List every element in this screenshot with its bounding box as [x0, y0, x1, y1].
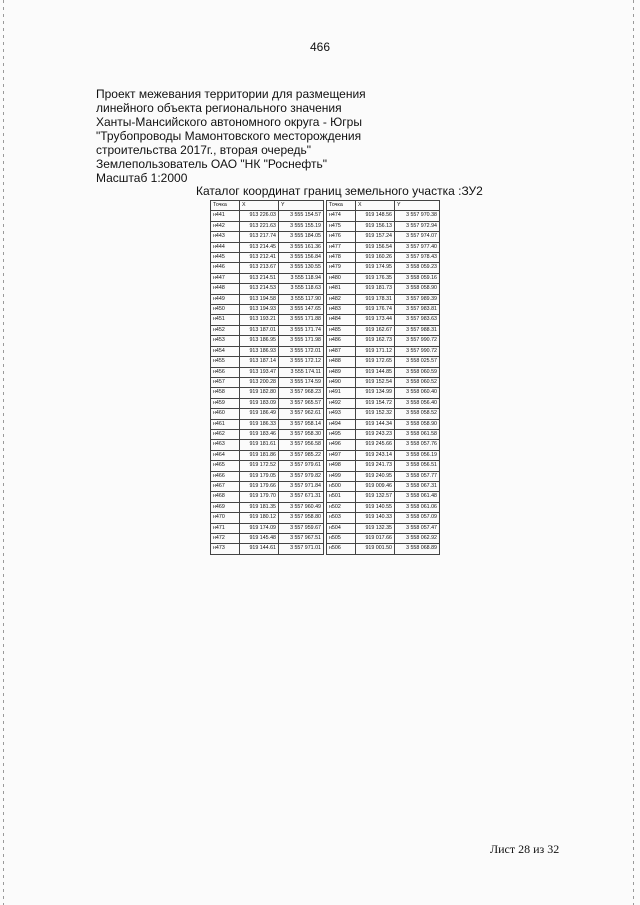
- x-cell: 919 174.09: [240, 523, 279, 533]
- point-cell: н459: [211, 398, 240, 408]
- column-header-x: X: [356, 201, 395, 211]
- y-cell: 3 557 971.84: [279, 481, 324, 491]
- table-row: [327, 284, 440, 294]
- x-cell: 913 186.95: [240, 336, 279, 346]
- table-row: [211, 346, 324, 356]
- table-row: [211, 544, 324, 554]
- x-cell: 919 243.23: [356, 429, 395, 439]
- table-row: [211, 357, 324, 367]
- x-cell: 919 162.73: [356, 336, 395, 346]
- x-cell: 913 193.47: [240, 367, 279, 377]
- x-cell: 913 213.67: [240, 263, 279, 273]
- y-cell: 3 557 978.43: [395, 253, 440, 263]
- table-row: [211, 315, 324, 325]
- table-row: [327, 211, 440, 221]
- table-row: [327, 492, 440, 502]
- table-row: [211, 377, 324, 387]
- x-cell: 919 132.35: [356, 523, 395, 533]
- y-cell: 3 557 979.82: [279, 471, 324, 481]
- x-cell: 919 182.80: [240, 388, 279, 398]
- table-row: [211, 513, 324, 523]
- table-row: [211, 263, 324, 273]
- x-cell: 919 179.66: [240, 481, 279, 491]
- table-row: [211, 534, 324, 544]
- x-cell: 919 245.66: [356, 440, 395, 450]
- point-cell: н441: [211, 211, 240, 221]
- point-cell: н457: [211, 377, 240, 387]
- table-row: [211, 502, 324, 512]
- x-cell: 919 181.73: [356, 284, 395, 294]
- x-cell: 919 241.73: [356, 461, 395, 471]
- table-row: [327, 409, 440, 419]
- y-cell: 3 558 057.77: [395, 471, 440, 481]
- y-cell: 3 558 056.40: [395, 398, 440, 408]
- catalog-title: Каталог координат границ земельного участка :ЗУ2: [196, 184, 483, 198]
- y-cell: 3 557 977.40: [395, 242, 440, 252]
- x-cell: 919 178.31: [356, 294, 395, 304]
- x-cell: 919 179.70: [240, 492, 279, 502]
- coordinates-table-left: [210, 200, 324, 555]
- y-cell: 3 555 174.59: [279, 377, 324, 387]
- x-cell: 913 214.51: [240, 273, 279, 283]
- x-cell: 919 181.61: [240, 440, 279, 450]
- y-cell: 3 555 174.11: [279, 367, 324, 377]
- x-cell: 919 017.66: [356, 534, 395, 544]
- y-cell: 3 557 990.72: [395, 336, 440, 346]
- x-cell: 919 144.61: [240, 544, 279, 554]
- table-row: [211, 388, 324, 398]
- header-line: Проект межевания территории для размещения: [96, 87, 366, 101]
- column-header-point: Точка: [211, 201, 240, 211]
- y-cell: 3 557 967.51: [279, 534, 324, 544]
- y-cell: 3 555 161.36: [279, 242, 324, 252]
- table-row: [211, 492, 324, 502]
- x-cell: 913 194.93: [240, 305, 279, 315]
- x-cell: 919 140.33: [356, 513, 395, 523]
- y-cell: 3 557 671.31: [279, 492, 324, 502]
- x-cell: 919 172.52: [240, 461, 279, 471]
- x-cell: 919 180.12: [240, 513, 279, 523]
- table-row: [327, 471, 440, 481]
- column-header-x: X: [240, 201, 279, 211]
- x-cell: 919 132.57: [356, 492, 395, 502]
- page-number: 466: [309, 40, 331, 54]
- y-cell: 3 555 171.74: [279, 325, 324, 335]
- table-row: [211, 221, 324, 231]
- y-cell: 3 558 056.19: [395, 450, 440, 460]
- table-row: [327, 377, 440, 387]
- point-cell: н470: [211, 513, 240, 523]
- column-header-point: Точка: [327, 201, 356, 211]
- table-row: [327, 513, 440, 523]
- table-row: [211, 409, 324, 419]
- point-cell: н458: [211, 388, 240, 398]
- point-cell: н495: [327, 429, 356, 439]
- point-cell: н477: [327, 242, 356, 252]
- x-cell: 919 181.86: [240, 450, 279, 460]
- point-cell: н448: [211, 284, 240, 294]
- x-cell: 919 145.48: [240, 534, 279, 544]
- table-row: [327, 273, 440, 283]
- column-header-y: Y: [279, 201, 324, 211]
- table-row: [327, 440, 440, 450]
- y-cell: 3 558 058.90: [395, 284, 440, 294]
- y-cell: 3 557 990.72: [395, 346, 440, 356]
- table-row: [211, 284, 324, 294]
- y-cell: 3 557 958.80: [279, 513, 324, 523]
- point-cell: н481: [327, 284, 356, 294]
- point-cell: н449: [211, 294, 240, 304]
- x-cell: 919 243.14: [356, 450, 395, 460]
- y-cell: 3 555 155.19: [279, 221, 324, 231]
- x-cell: 913 212.41: [240, 253, 279, 263]
- point-cell: н464: [211, 450, 240, 460]
- y-cell: 3 557 974.07: [395, 232, 440, 242]
- x-cell: 919 148.56: [356, 211, 395, 221]
- y-cell: 3 557 960.49: [279, 502, 324, 512]
- table-row: [211, 450, 324, 460]
- point-cell: н483: [327, 305, 356, 315]
- y-cell: 3 557 965.57: [279, 398, 324, 408]
- y-cell: 3 558 060.59: [395, 367, 440, 377]
- x-cell: 919 156.54: [356, 242, 395, 252]
- x-cell: 919 152.54: [356, 377, 395, 387]
- table-row: [327, 253, 440, 263]
- y-cell: 3 557 959.67: [279, 523, 324, 533]
- table-row: [327, 419, 440, 429]
- x-cell: 913 217.74: [240, 232, 279, 242]
- point-cell: н466: [211, 471, 240, 481]
- x-cell: 919 179.05: [240, 471, 279, 481]
- table-header-row: [211, 201, 324, 211]
- point-cell: н451: [211, 315, 240, 325]
- y-cell: 3 557 970.38: [395, 211, 440, 221]
- table-row: [327, 221, 440, 231]
- point-cell: н506: [327, 544, 356, 554]
- x-cell: 913 214.45: [240, 242, 279, 252]
- y-cell: 3 558 060.52: [395, 377, 440, 387]
- x-cell: 919 186.49: [240, 409, 279, 419]
- table-row: [327, 534, 440, 544]
- point-cell: н505: [327, 534, 356, 544]
- table-body-left: [211, 211, 324, 554]
- point-cell: н463: [211, 440, 240, 450]
- x-cell: 919 134.99: [356, 388, 395, 398]
- x-cell: 919 172.65: [356, 357, 395, 367]
- y-cell: 3 558 058.90: [395, 419, 440, 429]
- table-row: [327, 357, 440, 367]
- x-cell: 919 171.12: [356, 346, 395, 356]
- point-cell: н498: [327, 461, 356, 471]
- table-row: [211, 336, 324, 346]
- table-row: [211, 294, 324, 304]
- table-row: [211, 273, 324, 283]
- coordinates-table-right: [326, 200, 440, 555]
- y-cell: 3 558 057.09: [395, 513, 440, 523]
- x-cell: 919 176.35: [356, 273, 395, 283]
- point-cell: н489: [327, 367, 356, 377]
- header-line: Масштаб 1:2000: [96, 171, 188, 185]
- y-cell: 3 557 985.22: [279, 450, 324, 460]
- table-row: [211, 440, 324, 450]
- header-line: "Трубопроводы Мамонтовского месторождения: [96, 129, 362, 143]
- table-row: [327, 429, 440, 439]
- point-cell: н473: [211, 544, 240, 554]
- table-row: [211, 461, 324, 471]
- y-cell: 3 557 958.30: [279, 429, 324, 439]
- point-cell: н443: [211, 232, 240, 242]
- point-cell: н486: [327, 336, 356, 346]
- y-cell: 3 557 988.31: [395, 325, 440, 335]
- y-cell: 3 555 156.84: [279, 253, 324, 263]
- point-cell: н497: [327, 450, 356, 460]
- table-row: [327, 502, 440, 512]
- point-cell: н488: [327, 357, 356, 367]
- point-cell: н455: [211, 357, 240, 367]
- y-cell: 3 555 117.90: [279, 294, 324, 304]
- y-cell: 3 558 056.51: [395, 461, 440, 471]
- y-cell: 3 558 058.52: [395, 409, 440, 419]
- y-cell: 3 555 147.65: [279, 305, 324, 315]
- point-cell: н462: [211, 429, 240, 439]
- y-cell: 3 558 061.06: [395, 502, 440, 512]
- table-row: [327, 263, 440, 273]
- x-cell: 919 240.95: [356, 471, 395, 481]
- point-cell: н484: [327, 315, 356, 325]
- table-row: [211, 211, 324, 221]
- point-cell: н491: [327, 388, 356, 398]
- point-cell: н445: [211, 253, 240, 263]
- point-cell: н450: [211, 305, 240, 315]
- y-cell: 3 558 061.58: [395, 429, 440, 439]
- x-cell: 919 186.33: [240, 419, 279, 429]
- x-cell: 913 194.58: [240, 294, 279, 304]
- y-cell: 3 558 059.23: [395, 263, 440, 273]
- x-cell: 919 160.26: [356, 253, 395, 263]
- x-cell: 913 187.01: [240, 325, 279, 335]
- point-cell: н444: [211, 242, 240, 252]
- header-line: Ханты-Мансийского автономного округа - Югры: [96, 115, 362, 129]
- table-row: [327, 325, 440, 335]
- x-cell: 913 200.28: [240, 377, 279, 387]
- table-row: [211, 242, 324, 252]
- point-cell: н447: [211, 273, 240, 283]
- table-row: [327, 450, 440, 460]
- header-line: строительства 2017г., вторая очередь": [96, 143, 312, 157]
- table-row: [327, 315, 440, 325]
- y-cell: 3 557 971.01: [279, 544, 324, 554]
- y-cell: 3 555 154.57: [279, 211, 324, 221]
- y-cell: 3 555 172.12: [279, 357, 324, 367]
- x-cell: 919 156.13: [356, 221, 395, 231]
- table-row: [327, 481, 440, 491]
- table-row: [211, 419, 324, 429]
- table-row: [327, 367, 440, 377]
- y-cell: 3 558 061.48: [395, 492, 440, 502]
- point-cell: н461: [211, 419, 240, 429]
- x-cell: 919 162.67: [356, 325, 395, 335]
- table-row: [211, 305, 324, 315]
- x-cell: 919 183.09: [240, 398, 279, 408]
- x-cell: 919 152.32: [356, 409, 395, 419]
- x-cell: 919 157.24: [356, 232, 395, 242]
- point-cell: н454: [211, 346, 240, 356]
- table-row: [211, 471, 324, 481]
- point-cell: н471: [211, 523, 240, 533]
- table-row: [211, 367, 324, 377]
- y-cell: 3 557 972.94: [395, 221, 440, 231]
- point-cell: н468: [211, 492, 240, 502]
- y-cell: 3 557 983.63: [395, 315, 440, 325]
- x-cell: 913 226.03: [240, 211, 279, 221]
- x-cell: 919 009.46: [356, 481, 395, 491]
- point-cell: н452: [211, 325, 240, 335]
- point-cell: н469: [211, 502, 240, 512]
- point-cell: н487: [327, 346, 356, 356]
- point-cell: н490: [327, 377, 356, 387]
- point-cell: н503: [327, 513, 356, 523]
- y-cell: 3 557 989.39: [395, 294, 440, 304]
- x-cell: 913 214.53: [240, 284, 279, 294]
- y-cell: 3 558 062.92: [395, 534, 440, 544]
- y-cell: 3 558 067.31: [395, 481, 440, 491]
- point-cell: н500: [327, 481, 356, 491]
- x-cell: 919 173.44: [356, 315, 395, 325]
- document-header: [96, 87, 396, 185]
- point-cell: н501: [327, 492, 356, 502]
- y-cell: 3 557 956.58: [279, 440, 324, 450]
- table-row: [211, 232, 324, 242]
- table-row: [327, 461, 440, 471]
- table-row: [211, 429, 324, 439]
- y-cell: 3 557 979.61: [279, 461, 324, 471]
- y-cell: 3 558 060.40: [395, 388, 440, 398]
- point-cell: н479: [327, 263, 356, 273]
- point-cell: н467: [211, 481, 240, 491]
- point-cell: н472: [211, 534, 240, 544]
- x-cell: 919 140.55: [356, 502, 395, 512]
- y-cell: 3 555 172.01: [279, 346, 324, 356]
- y-cell: 3 555 130.55: [279, 263, 324, 273]
- point-cell: н465: [211, 461, 240, 471]
- point-cell: н453: [211, 336, 240, 346]
- point-cell: н482: [327, 294, 356, 304]
- y-cell: 3 555 171.88: [279, 315, 324, 325]
- sheet-label: Лист 28 из 32: [490, 842, 560, 856]
- y-cell: 3 558 025.57: [395, 357, 440, 367]
- x-cell: 913 186.93: [240, 346, 279, 356]
- point-cell: н475: [327, 221, 356, 231]
- y-cell: 3 558 057.47: [395, 523, 440, 533]
- y-cell: 3 557 962.61: [279, 409, 324, 419]
- x-cell: 919 181.35: [240, 502, 279, 512]
- table-row: [327, 294, 440, 304]
- column-header-y: Y: [395, 201, 440, 211]
- table-header-row: [327, 201, 440, 211]
- table-row: [211, 398, 324, 408]
- x-cell: 919 154.72: [356, 398, 395, 408]
- x-cell: 919 144.85: [356, 367, 395, 377]
- x-cell: 919 001.50: [356, 544, 395, 554]
- y-cell: 3 558 068.89: [395, 544, 440, 554]
- table-row: [211, 325, 324, 335]
- table-row: [327, 398, 440, 408]
- x-cell: 913 221.63: [240, 221, 279, 231]
- y-cell: 3 555 171.98: [279, 336, 324, 346]
- point-cell: н496: [327, 440, 356, 450]
- y-cell: 3 555 118.94: [279, 273, 324, 283]
- table-row: [327, 336, 440, 346]
- header-line: Землепользователь ОАО "НК "Роснефть": [96, 157, 327, 171]
- table-body-right: [327, 211, 440, 554]
- y-cell: 3 557 983.81: [395, 305, 440, 315]
- x-cell: 919 183.46: [240, 429, 279, 439]
- point-cell: н494: [327, 419, 356, 429]
- point-cell: н499: [327, 471, 356, 481]
- scan-edge-right: [633, 0, 634, 905]
- table-row: [327, 305, 440, 315]
- point-cell: н442: [211, 221, 240, 231]
- coordinate-tables: [210, 200, 440, 555]
- point-cell: н474: [327, 211, 356, 221]
- y-cell: 3 557 968.23: [279, 388, 324, 398]
- scan-edge-left: [3, 0, 4, 905]
- table-row: [327, 544, 440, 554]
- table-row: [327, 242, 440, 252]
- table-row: [327, 388, 440, 398]
- point-cell: н492: [327, 398, 356, 408]
- table-row: [211, 481, 324, 491]
- table-row: [211, 523, 324, 533]
- point-cell: н485: [327, 325, 356, 335]
- point-cell: н493: [327, 409, 356, 419]
- table-row: [211, 253, 324, 263]
- y-cell: 3 558 057.76: [395, 440, 440, 450]
- header-line: линейного объекта регионального значения: [96, 101, 342, 115]
- point-cell: н478: [327, 253, 356, 263]
- table-row: [327, 346, 440, 356]
- x-cell: 919 176.74: [356, 305, 395, 315]
- point-cell: н480: [327, 273, 356, 283]
- y-cell: 3 555 118.63: [279, 284, 324, 294]
- x-cell: 919 144.34: [356, 419, 395, 429]
- table-row: [327, 232, 440, 242]
- point-cell: н504: [327, 523, 356, 533]
- point-cell: н476: [327, 232, 356, 242]
- y-cell: 3 558 059.16: [395, 273, 440, 283]
- x-cell: 913 187.14: [240, 357, 279, 367]
- table-row: [327, 523, 440, 533]
- x-cell: 919 174.95: [356, 263, 395, 273]
- y-cell: 3 555 184.05: [279, 232, 324, 242]
- y-cell: 3 557 958.14: [279, 419, 324, 429]
- x-cell: 913 193.21: [240, 315, 279, 325]
- point-cell: н502: [327, 502, 356, 512]
- point-cell: н460: [211, 409, 240, 419]
- point-cell: н456: [211, 367, 240, 377]
- point-cell: н446: [211, 263, 240, 273]
